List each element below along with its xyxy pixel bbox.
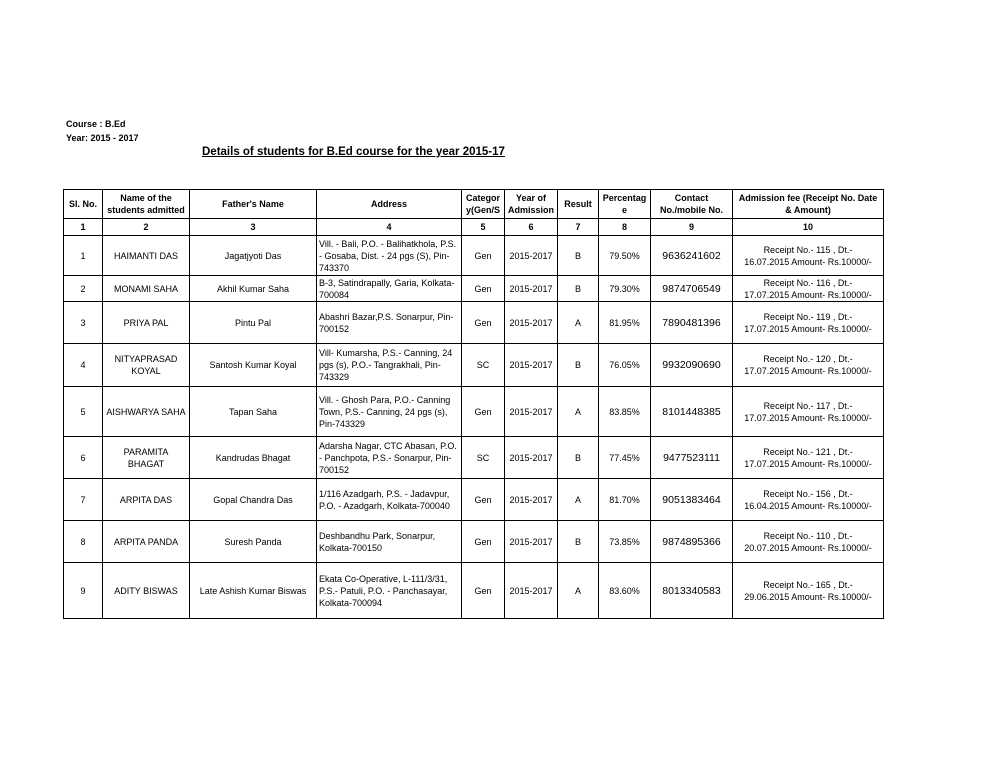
col-number: 3 bbox=[190, 219, 317, 236]
cell-admission-fee bbox=[733, 479, 884, 521]
cell-percentage: 81.70% bbox=[599, 479, 651, 521]
cell-address: 1/116 Azadgarh, P.S. - Jadavpur, P.O. - Azadgarh, Kolkata-700040 bbox=[317, 479, 462, 521]
admission-fee-line: 17.07.2015 Amount- Rs.10000/- bbox=[744, 412, 872, 423]
col-number: 5 bbox=[462, 219, 505, 236]
cell-address: Vill- Kumarsha, P.S.- Canning, 24 pgs (s), P.O.- Tangrakhali, Pin-743329 bbox=[317, 344, 462, 387]
course-label: Course : B.Ed bbox=[66, 119, 126, 129]
cell-contact: 9636241602 bbox=[651, 236, 733, 276]
cell-sl-no: 4 bbox=[64, 344, 103, 387]
cell-admission-fee bbox=[733, 387, 884, 437]
col-header-father: Father's Name bbox=[190, 190, 317, 219]
col-header-sl-no: Sl. No. bbox=[64, 190, 103, 219]
cell-contact: 9874706549 bbox=[651, 276, 733, 302]
cell-year-of-admission: 2015-2017 bbox=[505, 344, 558, 387]
cell-result: A bbox=[558, 479, 599, 521]
cell-percentage: 81.95% bbox=[599, 302, 651, 344]
col-number: 4 bbox=[317, 219, 462, 236]
cell-contact: 9051383464 bbox=[651, 479, 733, 521]
cell-father-name: Akhil Kumar Saha bbox=[190, 276, 317, 302]
cell-admission-fee bbox=[733, 563, 884, 619]
cell-address: Deshbandhu Park, Sonarpur, Kolkata-700150 bbox=[317, 521, 462, 563]
cell-father-name: Tapan Saha bbox=[190, 387, 317, 437]
cell-category: Gen bbox=[462, 236, 505, 276]
table-row bbox=[64, 236, 884, 276]
cell-result: B bbox=[558, 236, 599, 276]
cell-contact: 8013340583 bbox=[651, 563, 733, 619]
col-number: 2 bbox=[103, 219, 190, 236]
cell-father-name: Suresh Panda bbox=[190, 521, 317, 563]
cell-contact: 9932090690 bbox=[651, 344, 733, 387]
cell-year-of-admission: 2015-2017 bbox=[505, 563, 558, 619]
cell-result: A bbox=[558, 387, 599, 437]
admission-fee-line: Receipt No.- 121 , Dt.- bbox=[763, 446, 853, 457]
col-number: 10 bbox=[733, 219, 884, 236]
cell-year-of-admission: 2015-2017 bbox=[505, 302, 558, 344]
cell-admission-fee bbox=[733, 437, 884, 479]
cell-student-name: PRIYA PAL bbox=[103, 302, 190, 344]
cell-year-of-admission: 2015-2017 bbox=[505, 276, 558, 302]
cell-admission-fee bbox=[733, 236, 884, 276]
cell-student-name: MONAMI SAHA bbox=[103, 276, 190, 302]
admission-fee-line: 29.06.2015 Amount- Rs.10000/- bbox=[744, 591, 872, 602]
cell-year-of-admission: 2015-2017 bbox=[505, 236, 558, 276]
cell-father-name: Kandrudas Bhagat bbox=[190, 437, 317, 479]
col-number: 9 bbox=[651, 219, 733, 236]
cell-percentage: 79.50% bbox=[599, 236, 651, 276]
cell-father-name: Late Ashish Kumar Biswas bbox=[190, 563, 317, 619]
table-body bbox=[64, 236, 884, 619]
admission-fee-line: 17.07.2015 Amount- Rs.10000/- bbox=[744, 289, 872, 300]
cell-admission-fee bbox=[733, 276, 884, 302]
students-table bbox=[63, 189, 884, 619]
col-header-name: Name of the students admitted bbox=[103, 190, 190, 219]
cell-student-name: HAIMANTI DAS bbox=[103, 236, 190, 276]
admission-fee-line: 17.07.2015 Amount- Rs.10000/- bbox=[744, 323, 872, 334]
cell-address: Abashri Bazar,P.S. Sonarpur, Pin-700152 bbox=[317, 302, 462, 344]
cell-sl-no: 5 bbox=[64, 387, 103, 437]
admission-fee-line: Receipt No.- 110 , Dt.- bbox=[763, 530, 853, 541]
cell-sl-no: 9 bbox=[64, 563, 103, 619]
cell-student-name: NITYAPRASAD KOYAL bbox=[103, 344, 190, 387]
admission-fee-line: 16.04.2015 Amount- Rs.10000/- bbox=[744, 500, 872, 511]
col-header-address: Address bbox=[317, 190, 462, 219]
admission-fee-line: 20.07.2015 Amount- Rs.10000/- bbox=[744, 542, 872, 553]
cell-address: Vill. - Ghosh Para, P.O.- Canning Town, P.S.- Canning, 24 pgs (s), Pin-743329 bbox=[317, 387, 462, 437]
table-row bbox=[64, 521, 884, 563]
cell-percentage: 77.45% bbox=[599, 437, 651, 479]
table-row bbox=[64, 563, 884, 619]
cell-student-name: ARPITA PANDA bbox=[103, 521, 190, 563]
cell-sl-no: 1 bbox=[64, 236, 103, 276]
cell-result: A bbox=[558, 302, 599, 344]
cell-student-name: ARPITA DAS bbox=[103, 479, 190, 521]
cell-result: B bbox=[558, 344, 599, 387]
col-number: 1 bbox=[64, 219, 103, 236]
cell-father-name: Santosh Kumar Koyal bbox=[190, 344, 317, 387]
cell-address: Ekata Co-Operative, L-111/3/31, P.S.- Patuli, P.O. - Panchasayar, Kolkata-700094 bbox=[317, 563, 462, 619]
cell-father-name: Jagatjyoti Das bbox=[190, 236, 317, 276]
cell-contact: 8101448385 bbox=[651, 387, 733, 437]
col-header-contact: Contact No./mobile No. bbox=[651, 190, 733, 219]
admission-fee-line: Receipt No.- 119 , Dt.- bbox=[763, 311, 853, 322]
cell-result: B bbox=[558, 521, 599, 563]
col-header-fee: Admission fee (Receipt No. Date & Amount) bbox=[733, 190, 884, 219]
page-title: Details of students for B.Ed course for the year 2015-17 bbox=[202, 146, 505, 158]
col-number: 7 bbox=[558, 219, 599, 236]
cell-address: Vill. - Bali, P.O. - Balihatkhola, P.S. - Gosaba, Dist. - 24 pgs (S), Pin-743370 bbox=[317, 236, 462, 276]
cell-student-name: PARAMITA BHAGAT bbox=[103, 437, 190, 479]
table-row bbox=[64, 387, 884, 437]
cell-admission-fee bbox=[733, 302, 884, 344]
cell-result: A bbox=[558, 563, 599, 619]
cell-address: B-3, Satindrapally, Garia, Kolkata-700084 bbox=[317, 276, 462, 302]
cell-category: Gen bbox=[462, 521, 505, 563]
admission-fee-line: Receipt No.- 117 , Dt.- bbox=[763, 400, 853, 411]
cell-contact: 9874895366 bbox=[651, 521, 733, 563]
cell-year-of-admission: 2015-2017 bbox=[505, 387, 558, 437]
table-row bbox=[64, 437, 884, 479]
cell-contact: 7890481396 bbox=[651, 302, 733, 344]
cell-address: Adarsha Nagar, CTC Abasan, P.O. - Panchpota, P.S.- Sonarpur, Pin-700152 bbox=[317, 437, 462, 479]
col-number: 6 bbox=[505, 219, 558, 236]
cell-category: SC bbox=[462, 344, 505, 387]
table-row bbox=[64, 302, 884, 344]
cell-percentage: 79.30% bbox=[599, 276, 651, 302]
col-header-year: Year of Admission bbox=[505, 190, 558, 219]
admission-fee-line: 16.07.2015 Amount- Rs.10000/- bbox=[744, 256, 872, 267]
col-header-percentage: Percentag e bbox=[599, 190, 651, 219]
cell-sl-no: 3 bbox=[64, 302, 103, 344]
cell-sl-no: 7 bbox=[64, 479, 103, 521]
table-row bbox=[64, 344, 884, 387]
cell-result: B bbox=[558, 437, 599, 479]
cell-category: Gen bbox=[462, 387, 505, 437]
admission-fee-line: 17.07.2015 Amount- Rs.10000/- bbox=[744, 366, 872, 376]
col-header-result: Result bbox=[558, 190, 599, 219]
admission-fee-line: Receipt No.- 115 , Dt.- bbox=[763, 244, 853, 255]
cell-student-name: AISHWARYA SAHA bbox=[103, 387, 190, 437]
cell-admission-fee bbox=[733, 344, 884, 387]
cell-percentage: 76.05% bbox=[599, 344, 651, 387]
header-row bbox=[64, 190, 884, 219]
admission-fee-line: Receipt No.- 120 , Dt.- bbox=[763, 354, 853, 364]
cell-sl-no: 6 bbox=[64, 437, 103, 479]
cell-percentage: 83.60% bbox=[599, 563, 651, 619]
admission-fee-line: Receipt No.- 165 , Dt.- bbox=[763, 579, 853, 590]
cell-sl-no: 2 bbox=[64, 276, 103, 302]
cell-category: Gen bbox=[462, 563, 505, 619]
cell-father-name: Pintu Pal bbox=[190, 302, 317, 344]
admission-fee-line: 17.07.2015 Amount- Rs.10000/- bbox=[744, 458, 872, 469]
cell-contact: 9477523111 bbox=[651, 437, 733, 479]
cell-category: Gen bbox=[462, 276, 505, 302]
col-number: 8 bbox=[599, 219, 651, 236]
cell-student-name: ADITY BISWAS bbox=[103, 563, 190, 619]
cell-category: Gen bbox=[462, 302, 505, 344]
year-label: Year: 2015 - 2017 bbox=[66, 133, 139, 143]
admission-fee-line: Receipt No.- 116 , Dt.- bbox=[763, 277, 853, 288]
cell-category: Gen bbox=[462, 479, 505, 521]
cell-category: SC bbox=[462, 437, 505, 479]
col-header-category: Categor y(Gen/S bbox=[462, 190, 505, 219]
admission-fee-line: Receipt No.- 156 , Dt.- bbox=[763, 488, 853, 499]
cell-father-name: Gopal Chandra Das bbox=[190, 479, 317, 521]
table-row bbox=[64, 276, 884, 302]
cell-year-of-admission: 2015-2017 bbox=[505, 437, 558, 479]
cell-admission-fee bbox=[733, 521, 884, 563]
cell-percentage: 73.85% bbox=[599, 521, 651, 563]
cell-sl-no: 8 bbox=[64, 521, 103, 563]
cell-year-of-admission: 2015-2017 bbox=[505, 521, 558, 563]
cell-result: B bbox=[558, 276, 599, 302]
column-number-row bbox=[64, 219, 884, 236]
cell-percentage: 83.85% bbox=[599, 387, 651, 437]
table-row bbox=[64, 479, 884, 521]
cell-year-of-admission: 2015-2017 bbox=[505, 479, 558, 521]
